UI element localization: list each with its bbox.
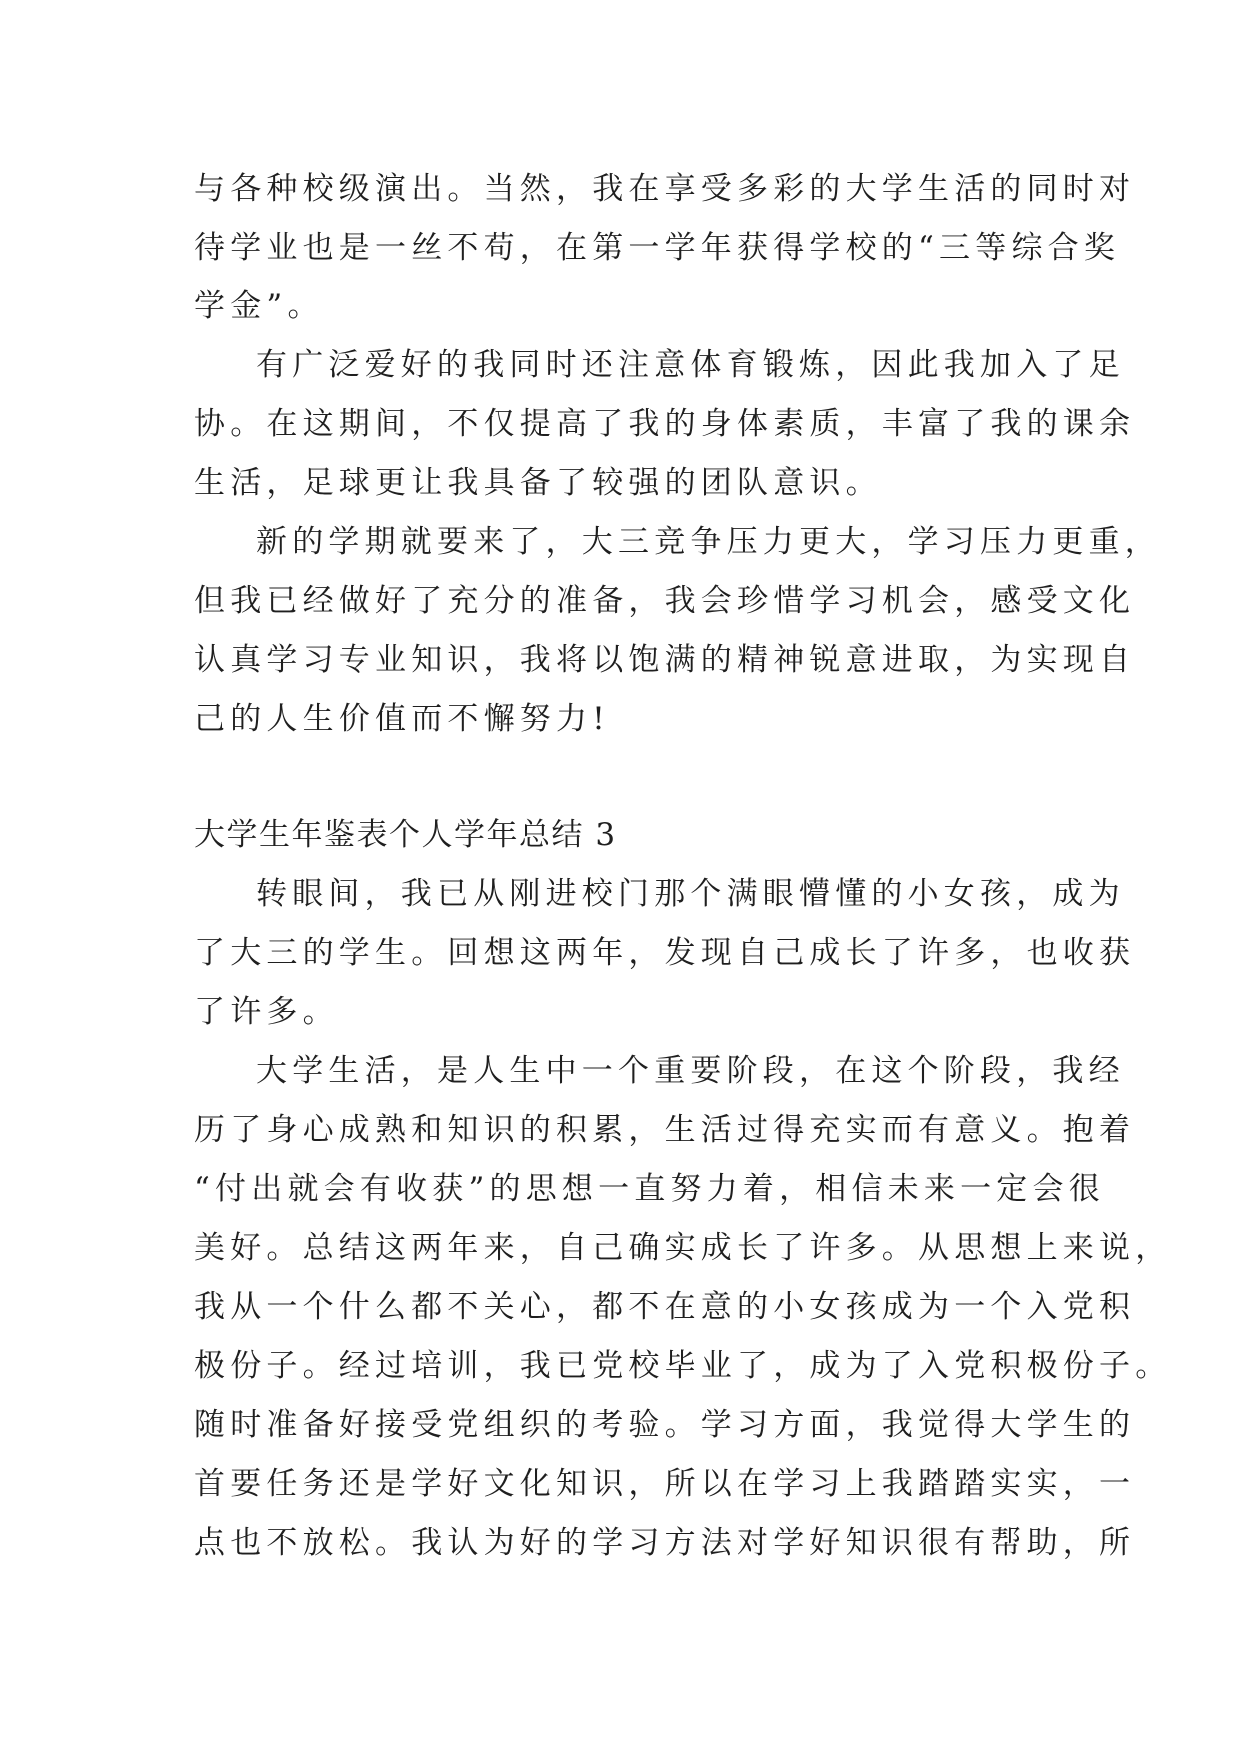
section-title: 大学生年鉴表个人学年总结 3 bbox=[194, 817, 617, 853]
body-line: 新的学期就要来了，大三竞争压力更大，学习压力更重， bbox=[256, 524, 1161, 560]
body-line: 认真学习专业知识，我将以饱满的精神锐意进取，为实现自 bbox=[194, 642, 1136, 678]
body-line: 了许多。 bbox=[194, 994, 339, 1030]
body-line: 极份子。经过培训，我已党校毕业了，成为了入党积极份子。 bbox=[194, 1348, 1172, 1384]
body-line: 有广泛爱好的我同时还注意体育锻炼，因此我加入了足 bbox=[256, 347, 1125, 383]
body-line: 随时准备好接受党组织的考验。学习方面，我觉得大学生的 bbox=[194, 1407, 1136, 1443]
body-line: 生活，足球更让我具备了较强的团队意识。 bbox=[194, 465, 882, 501]
body-line: 己的人生价值而不懈努力! bbox=[194, 701, 610, 737]
body-line: 美好。总结这两年来，自己确实成长了许多。从思想上来说， bbox=[194, 1230, 1172, 1266]
body-line: 历了身心成熟和知识的积累，生活过得充实而有意义。抱着 bbox=[194, 1112, 1136, 1148]
body-line: 我从一个什么都不关心，都不在意的小女孩成为一个入党积 bbox=[194, 1289, 1136, 1325]
body-line: 了大三的学生。回想这两年，发现自己成长了许多，也收获 bbox=[194, 935, 1136, 971]
body-line: 学金”。 bbox=[194, 288, 324, 324]
body-line: 首要任务还是学好文化知识，所以在学习上我踏踏实实，一 bbox=[194, 1466, 1136, 1502]
body-line: “付出就会有收获”的思想一直努力着，相信未来一定会很 bbox=[194, 1171, 1105, 1207]
body-line: 但我已经做好了充分的准备，我会珍惜学习机会，感受文化 bbox=[194, 583, 1136, 619]
body-line: 点也不放松。我认为好的学习方法对学好知识很有帮助，所 bbox=[194, 1525, 1136, 1561]
body-line: 协。在这期间，不仅提高了我的身体素质，丰富了我的课余 bbox=[194, 406, 1136, 442]
body-line: 大学生活，是人生中一个重要阶段，在这个阶段，我经 bbox=[256, 1053, 1125, 1089]
body-line: 与各种校级演出。当然，我在享受多彩的大学生活的同时对 bbox=[194, 171, 1136, 207]
body-line: 待学业也是一丝不苟，在第一学年获得学校的“三等综合奖 bbox=[194, 230, 1121, 266]
body-line: 转眼间，我已从刚进校门那个满眼懵懂的小女孩，成为 bbox=[256, 876, 1125, 912]
